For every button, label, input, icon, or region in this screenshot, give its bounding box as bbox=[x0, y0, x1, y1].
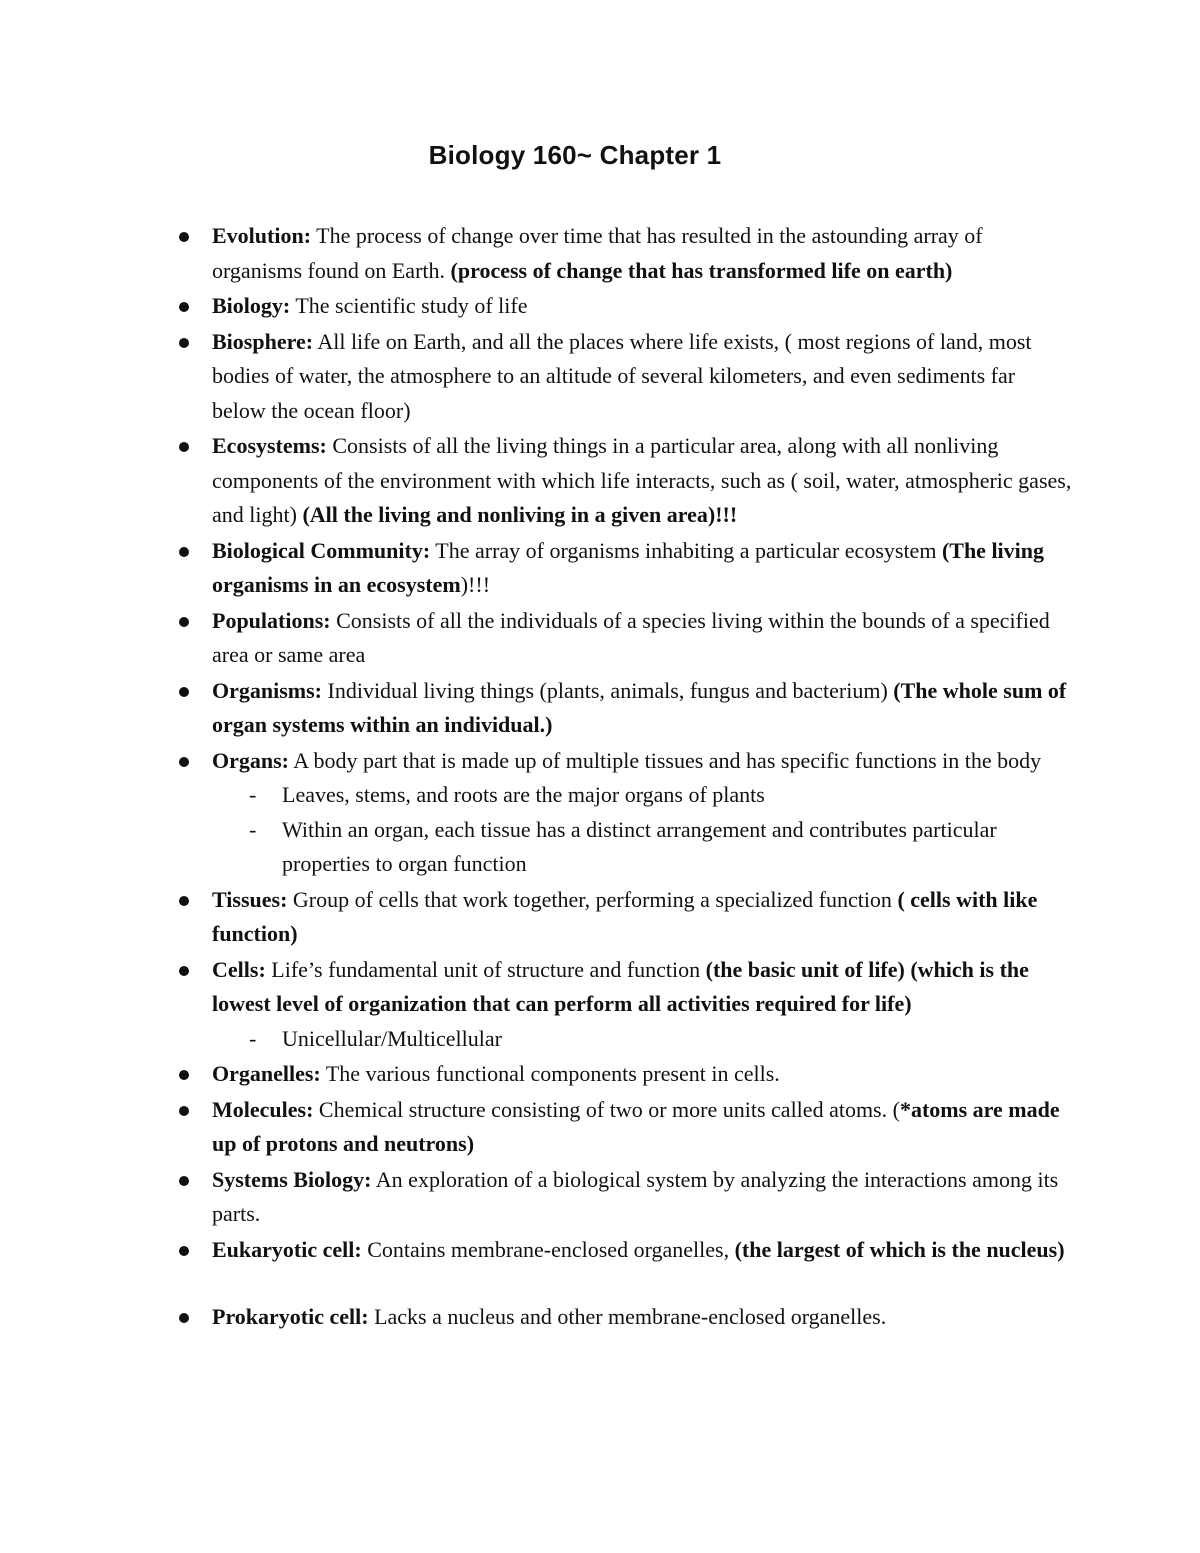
definition-text: Contains membrane-enclosed organelles, bbox=[361, 1236, 735, 1262]
definition-term: Organisms: bbox=[212, 677, 322, 703]
bullet-icon bbox=[179, 757, 189, 767]
definition-item bbox=[212, 1300, 1072, 1335]
definitions-list bbox=[212, 219, 1072, 1336]
sub-list bbox=[212, 778, 1072, 882]
definition-text: Group of cells that work together, performing a specialized function bbox=[287, 886, 898, 912]
definition-term: Biological Community: bbox=[212, 537, 431, 563]
bullet-icon bbox=[179, 1313, 189, 1323]
sub-item-text: Leaves, stems, and roots are the major organs of plants bbox=[282, 782, 765, 807]
definition-term: Systems Biology: bbox=[212, 1166, 372, 1192]
definition-term: Molecules: bbox=[212, 1096, 314, 1122]
dash-bullet-icon: - bbox=[249, 1025, 257, 1051]
definition-term: Cells: bbox=[212, 956, 266, 982]
sub-list-item bbox=[212, 1022, 1072, 1057]
sub-list-item bbox=[212, 778, 1072, 813]
definition-term: Eukaryotic cell: bbox=[212, 1236, 362, 1262]
definition-item bbox=[212, 219, 1072, 288]
definition-term: Ecosystems: bbox=[212, 433, 327, 458]
definition-text: Consists of all the individuals of a species living within the bounds of a specified area or same area bbox=[212, 607, 1050, 667]
definition-note: (The living organisms in an ecosystem bbox=[212, 537, 1045, 597]
bullet-icon bbox=[179, 1106, 189, 1116]
page-title: Biology 160~ Chapter 1 bbox=[428, 140, 722, 170]
definition-item bbox=[212, 674, 1072, 743]
definition-item bbox=[212, 1163, 1072, 1232]
sub-list bbox=[212, 1022, 1072, 1057]
sub-list-item bbox=[212, 813, 1072, 882]
bullet-icon bbox=[179, 338, 189, 348]
definition-item bbox=[212, 1233, 1072, 1268]
definition-term: Tissues: bbox=[212, 886, 288, 912]
definition-text: The various functional components present in cells. bbox=[320, 1061, 780, 1086]
definition-note: *atoms are made up of protons and neutrons) bbox=[212, 1096, 1060, 1156]
dash-bullet-icon: - bbox=[249, 816, 257, 842]
sub-item-text: Unicellular/Multicellular bbox=[282, 1025, 502, 1051]
definition-text: An exploration of a biological system by analyzing the interactions among its parts. bbox=[212, 1166, 1059, 1226]
bullet-icon bbox=[179, 232, 189, 242]
definition-text: All life on Earth, and all the places where life exists, ( most regions of land, most bodies of water, the atmosphere to an altitude of several kilometers, and even sediments far below the ocean floor) bbox=[212, 328, 1032, 423]
definition-text: Individual living things (plants, animals, fungus and bacterium) bbox=[322, 677, 894, 703]
definition-term: Biology: bbox=[212, 293, 291, 318]
definition-item bbox=[212, 744, 1072, 882]
bullet-icon bbox=[179, 1176, 189, 1186]
definition-text: Chemical structure consisting of two or more units called atoms. ( bbox=[313, 1096, 900, 1122]
definition-term: Prokaryotic cell: bbox=[212, 1304, 369, 1329]
bullet-icon bbox=[179, 302, 189, 312]
definition-term: Populations: bbox=[212, 607, 331, 633]
bullet-icon bbox=[179, 896, 189, 906]
definition-item bbox=[212, 325, 1072, 429]
definition-note: (process of change that has transformed life on earth) bbox=[450, 257, 953, 283]
definition-term: Evolution: bbox=[212, 223, 312, 248]
definition-term: Organelles: bbox=[212, 1061, 321, 1086]
bullet-icon bbox=[179, 687, 189, 697]
definition-item bbox=[212, 1093, 1072, 1162]
definition-note: (the largest of which is the nucleus) bbox=[734, 1236, 1065, 1262]
definition-item bbox=[212, 289, 1072, 324]
definition-text: Consists of all the living things in a particular area, along with all nonliving components of the environment with which life interacts, such as ( soil, water, atmospheric gases, and light) bbox=[212, 433, 1072, 527]
definition-term: Organs: bbox=[212, 747, 289, 773]
definition-item bbox=[212, 953, 1072, 1057]
sub-item-text: Within an organ, each tissue has a distinct arrangement and contributes particular properties to organ function bbox=[282, 816, 997, 876]
definition-text: The process of change over time that has resulted in the astounding array of organisms found on Earth. bbox=[212, 223, 983, 283]
definition-item bbox=[212, 429, 1072, 533]
definition-text: A body part that is made up of multiple tissues and has specific functions in the body bbox=[289, 747, 1042, 773]
definition-term: Biosphere: bbox=[212, 328, 314, 354]
definition-note: (All the living and nonliving in a given area)!!! bbox=[302, 502, 738, 527]
definition-note: (the basic unit of life) (which is the lowest level of organization that can perform all activities required for life) bbox=[212, 956, 1029, 1016]
definition-item bbox=[212, 604, 1072, 673]
definition-tail: )!!! bbox=[460, 572, 491, 597]
bullet-icon bbox=[179, 1246, 189, 1256]
bullet-icon bbox=[179, 442, 189, 452]
definition-item bbox=[212, 883, 1072, 952]
bullet-icon bbox=[179, 617, 189, 627]
definition-note: (The whole sum of organ systems within an individual.) bbox=[212, 677, 1067, 737]
definition-text: Lacks a nucleus and other membrane-enclosed organelles. bbox=[368, 1304, 887, 1329]
definition-text: Life’s fundamental unit of structure and function bbox=[265, 956, 706, 982]
definition-item bbox=[212, 1057, 1072, 1092]
definition-text: The scientific study of life bbox=[290, 293, 528, 318]
definition-note: ( cells with like function) bbox=[212, 886, 1038, 946]
bullet-icon bbox=[179, 966, 189, 976]
definition-item bbox=[212, 534, 1072, 603]
bullet-icon bbox=[179, 547, 189, 557]
definition-text: The array of organisms inhabiting a particular ecosystem bbox=[430, 537, 942, 563]
bullet-icon bbox=[179, 1070, 189, 1080]
dash-bullet-icon: - bbox=[249, 782, 257, 807]
